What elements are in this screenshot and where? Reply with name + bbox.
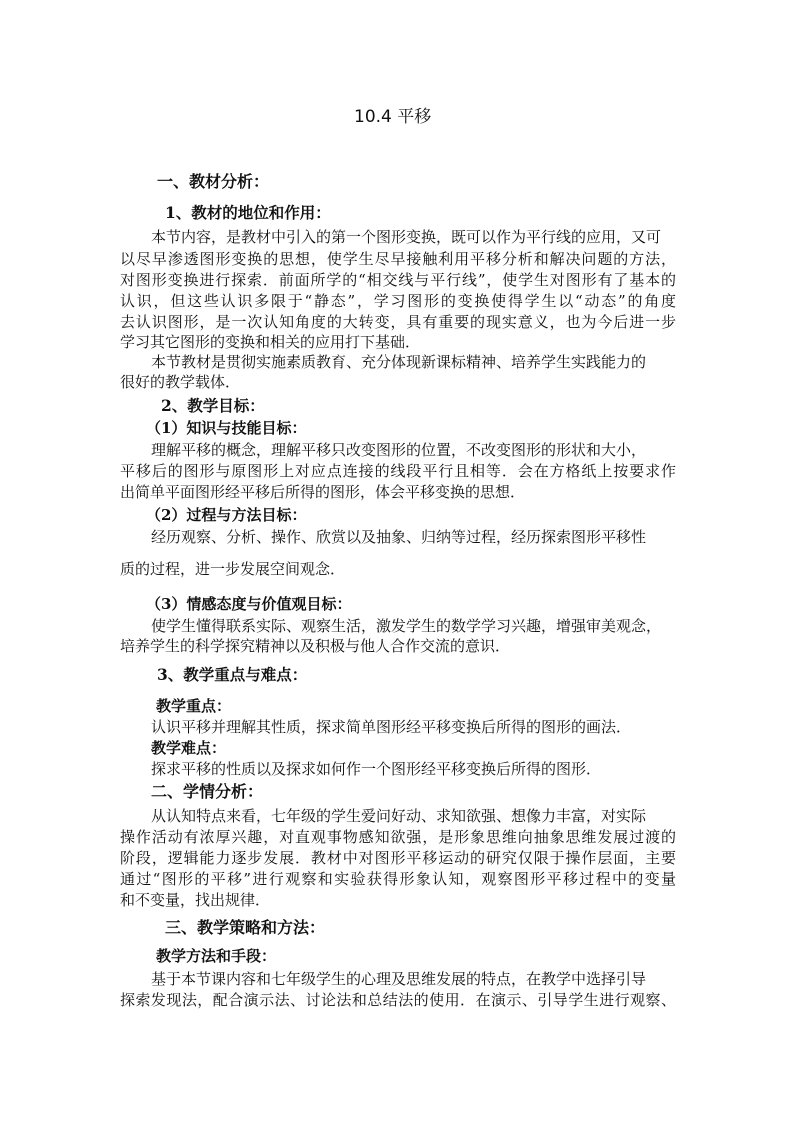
paragraph-line: 经历观察、分析、操作、欣赏以及抽象、归纳等过程，经历探索图形平移性 (151, 528, 647, 546)
paragraph-line: 本节教材是贯彻实施素质教育、充分体现新课标精神、培养学生实践能力的 (151, 353, 647, 371)
paragraph-line: 学习其它图形的变换和相关的应用打下基础． (120, 333, 421, 351)
paragraph-line: 通过“图形的平移”进行观察和实验获得形象认知，观察图形平移过程中的变量 (120, 870, 676, 888)
paragraph-line: 培养学生的科学探究精神以及积极与他人合作交流的意识． (120, 637, 511, 655)
subheading-role: 1、教材的地位和作用： (165, 203, 331, 222)
section-heading-strategy: 三、教学策略和方法： (165, 918, 326, 937)
paragraph-line: 对图形变换进行探索．前面所学的“相交线与平行线”，使学生对图形有了基本的 (120, 271, 676, 289)
paragraph-line: 很好的教学载体． (120, 373, 241, 391)
paragraph-line: 认识，但这些认识多限于“静态”，学习图形的变换使得学生以“动态”的角度 (120, 292, 676, 310)
paragraph-line: 阶段，逻辑能力逐步发展．教材中对图形平移运动的研究仅限于操作层面，主要 (120, 849, 676, 867)
paragraph-line: 出简单平面图形经平移后所得的图形，体会平移变换的思想． (120, 483, 526, 501)
goal-heading-knowledge: （1）知识与技能目标： (146, 419, 307, 437)
paragraph-line: 理解平移的概念，理解平移只改变图形的位置，不改变图形的形状和大小， (151, 441, 647, 459)
paragraph-line: 和不变量，找出规律． (120, 891, 271, 909)
paragraph-line: 去认识图形，是一次认知角度的大转变，具有重要的现实意义，也为今后进一步 (120, 313, 676, 331)
goal-heading-attitude: （3）情感态度与价值观目标： (146, 595, 352, 613)
difficulty-text: 探求平移的性质以及探求如何作一个图形经平移变换后所得的图形． (151, 760, 602, 778)
section-heading-student-analysis: 二、学情分析： (151, 782, 264, 801)
key-point-heading: 教学重点： (156, 697, 232, 715)
paragraph-line: 探索发现法，配合演示法、讨论法和总结法的使用．在演示、引导学生进行观察、 (120, 991, 676, 1009)
subheading-teaching-goals: 2、教学目标： (161, 396, 265, 415)
goal-heading-process: （2）过程与方法目标： (146, 506, 307, 524)
key-point-text: 认识平移并理解其性质，探求简单图形经平移变换后所得的图形的画法． (151, 718, 632, 736)
paragraph-line: 以尽早渗透图形变换的思想，使学生尽早接触利用平移分析和解决问题的方法， (120, 250, 676, 268)
subheading-key-points: 3、教学重点与难点： (157, 665, 308, 684)
method-heading: 教学方法和手段： (156, 947, 277, 965)
paragraph-line: 基于本节课内容和七年级学生的心理及思维发展的特点，在教学中选择引导 (151, 970, 647, 988)
paragraph-line: 操作活动有浓厚兴趣，对直观事物感知欲强，是形象思维向抽象思维发展过渡的 (120, 828, 676, 846)
paragraph-line: 使学生懂得联系实际、观察生活，激发学生的数学学习兴趣，增强审美观念， (151, 617, 662, 635)
difficulty-heading: 教学难点： (151, 739, 227, 757)
paragraph-line: 质的过程，进一步发展空间观念． (120, 560, 346, 578)
section-heading-textbook-analysis: 一、教材分析： (157, 172, 270, 191)
page-title: 10.4 平移 (354, 107, 432, 127)
paragraph-line: 本节内容，是教材中引入的第一个图形变换，既可以作为平行线的应用，又可 (151, 228, 662, 246)
paragraph-line: 从认知特点来看，七年级的学生爱问好动、求知欲强、想像力丰富，对实际 (151, 807, 647, 825)
paragraph-line: 平移后的图形与原图形上对应点连接的线段平行且相等．会在方格纸上按要求作 (120, 462, 676, 480)
